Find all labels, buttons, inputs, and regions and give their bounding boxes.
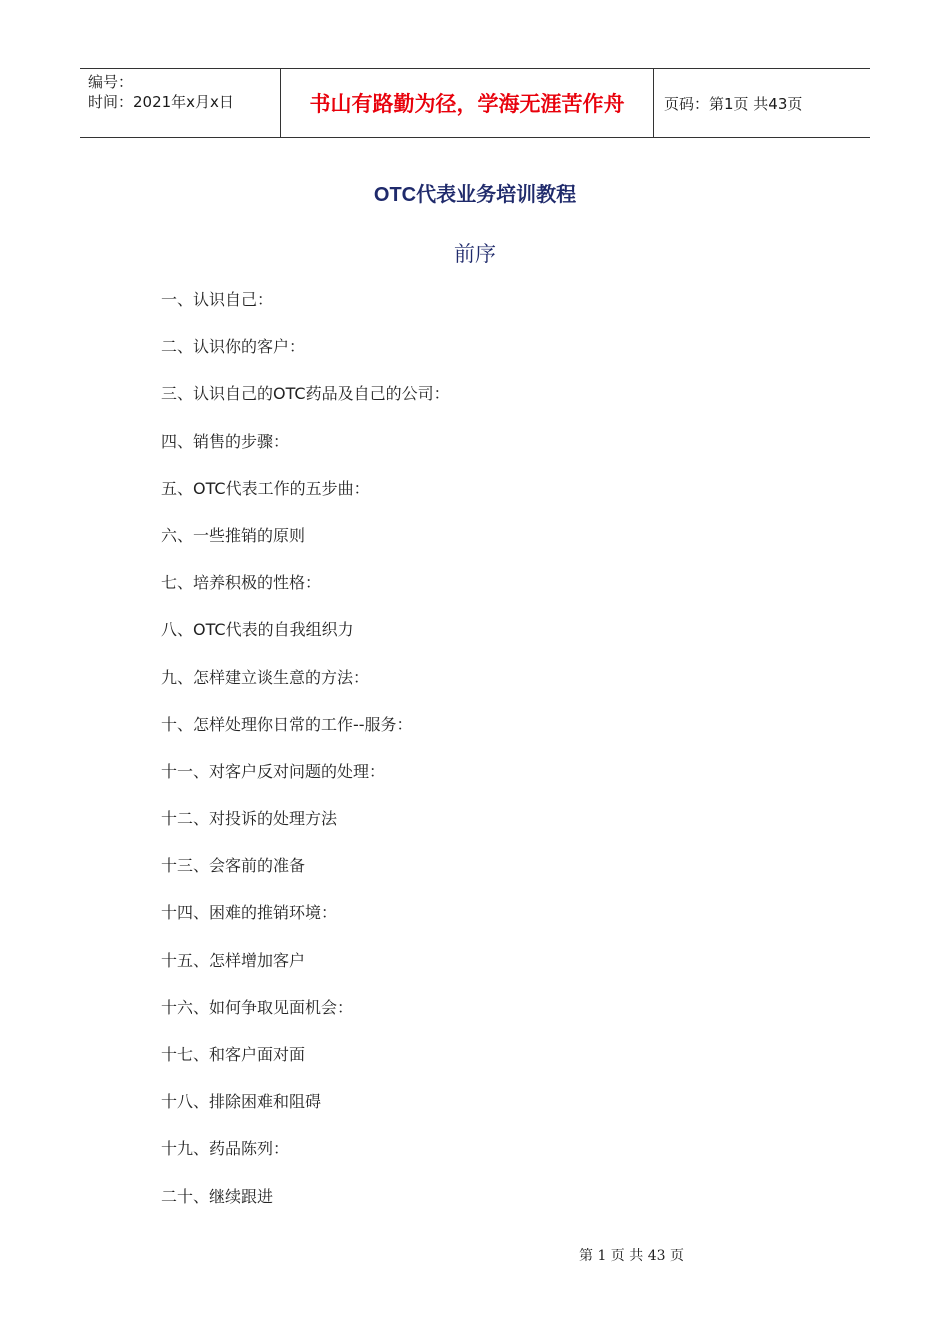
toc-item: 八、OTC代表的自我组织力 <box>161 620 354 640</box>
header-meta <box>80 69 281 137</box>
table-of-contents <box>161 286 450 1230</box>
toc-item: 一、认识自己： <box>161 290 274 309</box>
page-header <box>80 68 870 138</box>
toc-item: 三、认识自己的OTC药品及自己的公司： <box>161 384 450 404</box>
toc-item: 十七、和客户面对面 <box>161 1045 306 1064</box>
page-footer: 第 1 页 共 43 页 <box>579 1248 684 1264</box>
toc-item: 十九、药品陈列： <box>161 1139 290 1159</box>
toc-item: 五、OTC代表工作的五步曲： <box>161 478 370 498</box>
serial-label: 编号： <box>88 73 134 91</box>
toc-item: 七、培养积极的性格： <box>161 573 322 593</box>
toc-item: 十五、怎样增加客户 <box>161 950 306 970</box>
section-heading: 前序 <box>454 242 496 266</box>
toc-item: 六、一些推销的原则 <box>161 525 306 545</box>
toc-item: 九、怎样建立谈生意的方法： <box>161 667 370 687</box>
toc-item: 十四、困难的推销环境： <box>161 903 338 923</box>
time-label: 时间：2021年x月x日 <box>88 93 234 111</box>
toc-item: 二十、继续跟进 <box>161 1186 274 1206</box>
document-title: OTC代表业务培训教程 <box>373 184 577 206</box>
toc-item: 十八、排除困难和阻碍 <box>161 1092 322 1112</box>
toc-item: 十一、对客户反对问题的处理： <box>161 761 386 781</box>
toc-item: 十三、会客前的准备 <box>161 856 306 876</box>
toc-item: 四、销售的步骤： <box>161 431 290 451</box>
toc-item: 二、认识你的客户： <box>161 337 306 357</box>
header-page-info: 页码：第1页 共43页 <box>664 94 803 113</box>
toc-item: 十六、如何争取见面机会： <box>161 997 354 1017</box>
toc-item: 十二、对投诉的处理方法 <box>161 809 338 829</box>
toc-item: 十、怎样处理你日常的工作--服务： <box>161 714 413 734</box>
header-motto: 书山有路勤为径，学海无涯苦作舟 <box>281 69 654 137</box>
